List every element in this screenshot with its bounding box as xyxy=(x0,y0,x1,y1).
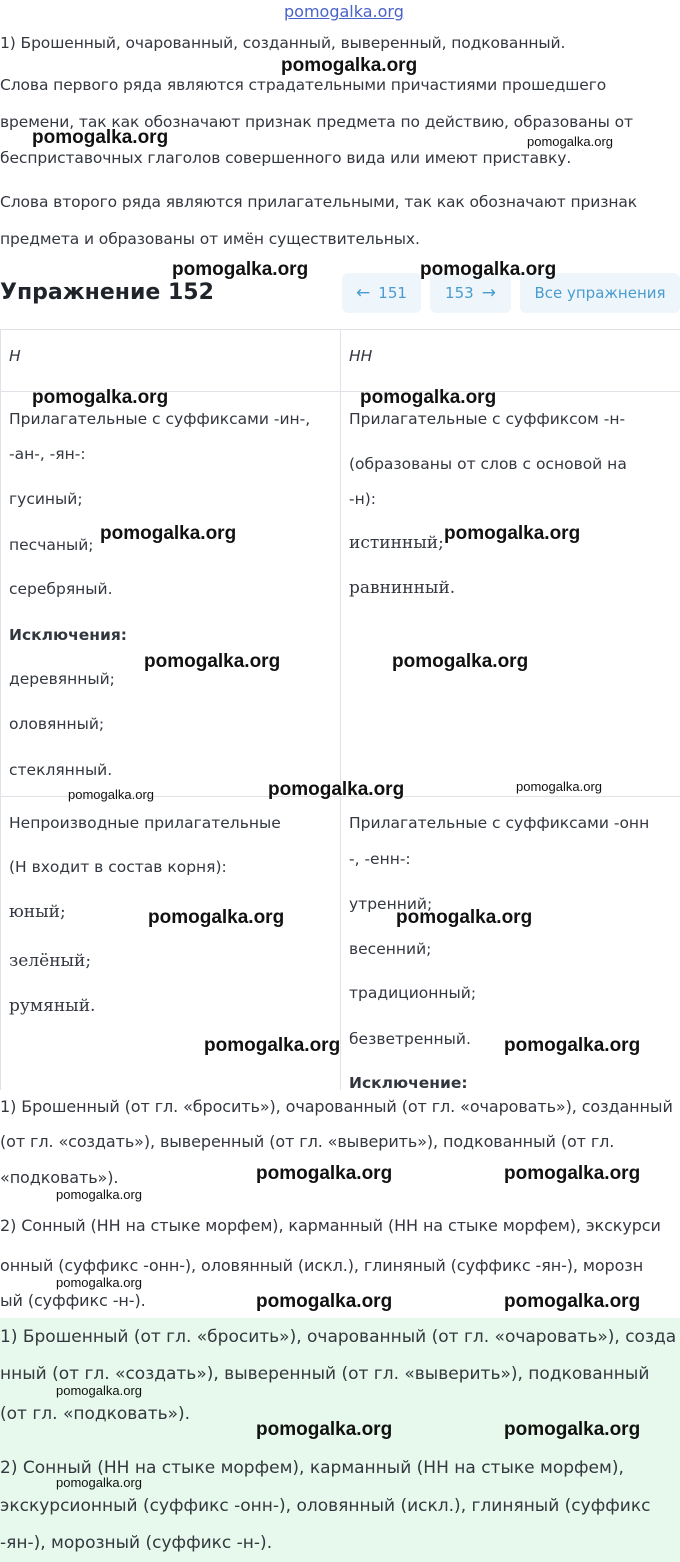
exercise-title: Упражнение 152 xyxy=(0,280,214,305)
prev-exercise-button[interactable] xyxy=(342,273,421,313)
watermark: pomogalka.org xyxy=(281,55,418,76)
table-cell-text: Прилагательные с суффиксом -н- xyxy=(349,410,626,428)
answer-box-line-6: -ян-), морозный (суффикс -н-). xyxy=(0,1533,273,1553)
solution-line-5: онный (суффикс -онн-), оловянный (искл.), глиняный (суффикс -ян-), морозн xyxy=(0,1256,644,1275)
watermark: pomogalka.org xyxy=(68,787,154,802)
table-header-nn: НН xyxy=(349,347,373,365)
watermark: pomogalka.org xyxy=(360,387,497,408)
table-cell-text: -н): xyxy=(349,490,376,508)
table-cell-example: оловянный; xyxy=(9,715,105,733)
table-cell-example: традиционный; xyxy=(349,984,477,1002)
answer-line-3: времени, так как обозначают признак предмета по действию, образованы от xyxy=(0,113,633,131)
table-cell-example: юный; xyxy=(9,902,66,922)
table-cell-text: Прилагательные с суффиксами -онн xyxy=(349,814,650,832)
solution-line-6: ый (суффикс -н-). xyxy=(0,1291,146,1310)
watermark: pomogalka.org xyxy=(504,1419,641,1440)
table-cell-exceptions-label: Исключения: xyxy=(9,626,127,644)
watermark: pomogalka.org xyxy=(256,1291,393,1312)
table-cell-example: деревянный; xyxy=(9,670,115,688)
watermark: pomogalka.org xyxy=(144,651,281,672)
table-cell-example: стеклянный. xyxy=(9,761,113,779)
watermark: pomogalka.org xyxy=(268,779,405,800)
watermark: pomogalka.org xyxy=(32,387,169,408)
table-cell-example: весенний; xyxy=(349,940,432,958)
watermark: pomogalka.org xyxy=(504,1163,641,1184)
table-cell-text: -ан-, -ян-: xyxy=(9,445,86,463)
watermark: pomogalka.org xyxy=(32,127,169,148)
table-cell-text: -, -енн-: xyxy=(349,850,411,868)
watermark: pomogalka.org xyxy=(172,259,309,280)
table-cell-text: (образованы от слов с основой на xyxy=(349,455,627,473)
prev-exercise-label: 151 xyxy=(378,284,407,302)
watermark: pomogalka.org xyxy=(504,1291,641,1312)
answer-box-line-1: 1) Брошенный (от гл. «бросить»), очарованный (от гл. «очаровать»), созда xyxy=(0,1327,677,1347)
watermark: pomogalka.org xyxy=(444,523,581,544)
watermark: pomogalka.org xyxy=(56,1383,142,1398)
answer-line-2: Слова первого ряда являются страдательными причастиями прошедшего xyxy=(0,76,607,94)
solution-line-3: «подковать»). xyxy=(0,1168,119,1187)
watermark: pomogalka.org xyxy=(148,907,285,928)
solution-line-1: 1) Брошенный (от гл. «бросить»), очарованный (от гл. «очаровать»), созданный xyxy=(0,1097,673,1116)
solution-line-2: (от гл. «создать»), выверенный (от гл. «выверить»), подкованный (от гл. xyxy=(0,1132,615,1151)
table-cell-text: Прилагательные с суффиксами -ин-, xyxy=(9,410,311,428)
next-exercise-label: 153 xyxy=(445,284,474,302)
answer-box-line-5: экскурсионный (суффикс -онн-), оловянный (искл.), глиняный (суффикс xyxy=(0,1496,651,1516)
answer-line-6: предмета и образованы от имён существительных. xyxy=(0,230,420,248)
answer-line-5: Слова второго ряда являются прилагательными, так как обозначают признак xyxy=(0,193,638,211)
arrow-right-icon: → xyxy=(481,283,496,303)
watermark: pomogalka.org xyxy=(527,134,613,149)
table-cell-text: (Н входит в состав корня): xyxy=(9,858,227,876)
watermark: pomogalka.org xyxy=(56,1187,142,1202)
table-cell-text: Непроизводные прилагательные xyxy=(9,814,281,832)
watermark: pomogalka.org xyxy=(56,1475,142,1490)
table-header-n: Н xyxy=(9,347,21,365)
all-exercises-label: Все упражнения xyxy=(534,284,666,302)
table-cell-example: зелёный; xyxy=(9,951,92,971)
table-cell-example: истинный; xyxy=(349,533,444,553)
site-link[interactable]: pomogalka.org xyxy=(284,2,404,21)
table-cell-exceptions-label: Исключение: xyxy=(349,1074,468,1090)
answer-box-line-3: (от гл. «подковать»). xyxy=(0,1404,191,1424)
watermark: pomogalka.org xyxy=(392,651,529,672)
watermark: pomogalka.org xyxy=(100,523,237,544)
watermark: pomogalka.org xyxy=(56,1275,142,1290)
answer-box-line-4: 2) Сонный (НН на стыке морфем), карманный (НН на стыке морфем), xyxy=(0,1458,624,1478)
table-cell-example: равнинный. xyxy=(349,578,456,598)
rule-table xyxy=(0,329,680,1090)
watermark: pomogalka.org xyxy=(516,779,602,794)
watermark: pomogalka.org xyxy=(256,1163,393,1184)
arrow-left-icon: ← xyxy=(356,283,371,303)
answer-box-line-2: нный (от гл. «создать»), выверенный (от гл. «выверить»), подкованный xyxy=(0,1364,650,1384)
solution-line-4: 2) Сонный (НН на стыке морфем), карманный (НН на стыке морфем), экскурси xyxy=(0,1216,661,1235)
table-cell-example: безветренный. xyxy=(349,1030,471,1048)
watermark: pomogalka.org xyxy=(256,1419,393,1440)
watermark: pomogalka.org xyxy=(204,1035,341,1056)
table-cell-example: утренний; xyxy=(349,895,433,913)
watermark: pomogalka.org xyxy=(420,259,557,280)
table-cell-example: серебряный. xyxy=(9,580,113,598)
answer-line-4: бесприставочных глаголов совершенного вида или имеют приставку. xyxy=(0,149,572,167)
answer-line-1: 1) Брошенный, очарованный, созданный, выверенный, подкованный. xyxy=(0,34,566,52)
table-cell-example: румяный. xyxy=(9,996,96,1016)
watermark: pomogalka.org xyxy=(504,1035,641,1056)
table-cell-example: песчаный; xyxy=(9,536,94,554)
table-cell-example: гусиный; xyxy=(9,490,83,508)
watermark: pomogalka.org xyxy=(396,907,533,928)
